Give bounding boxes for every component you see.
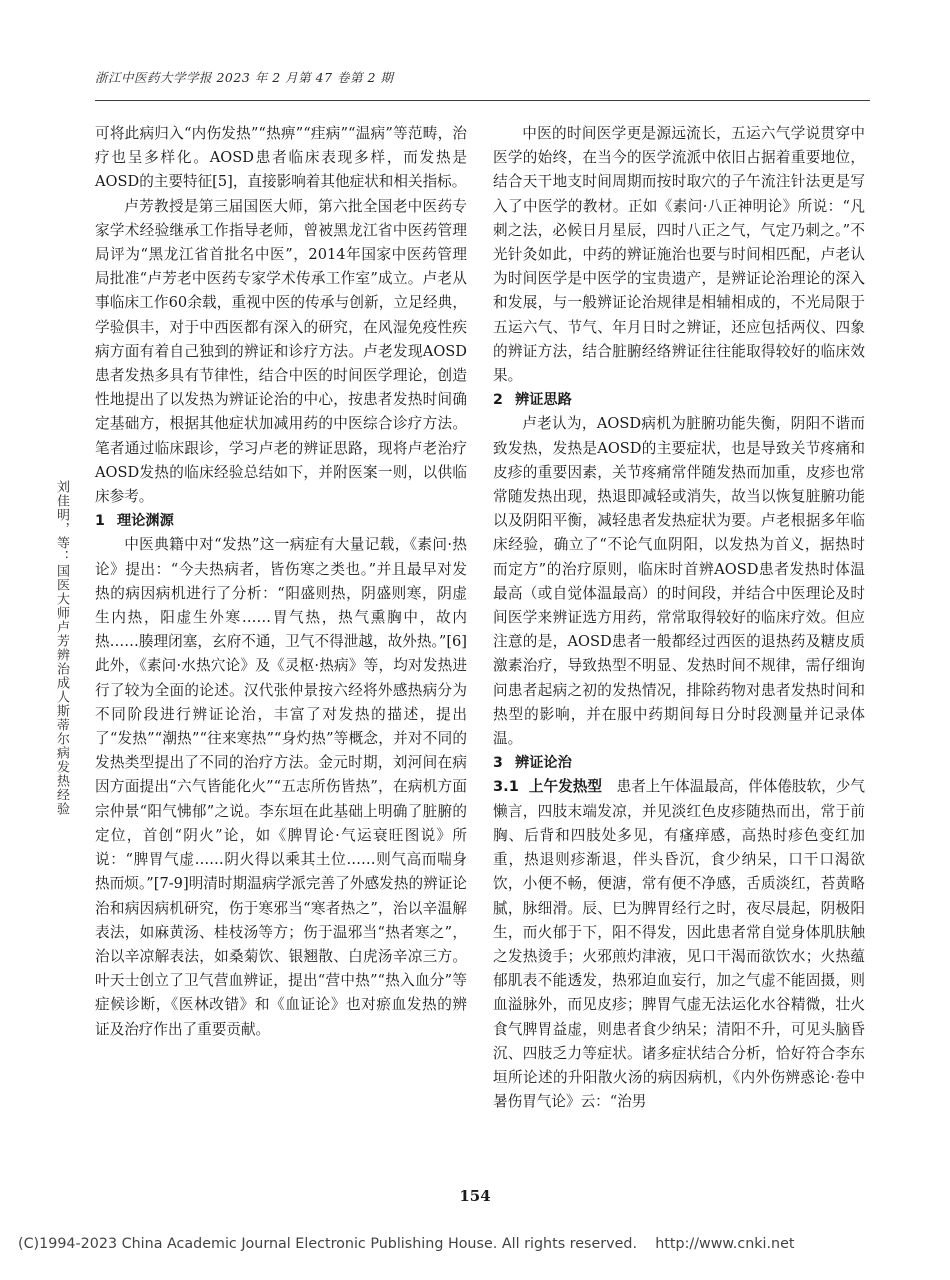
section-number: 1 bbox=[95, 513, 105, 530]
left-column bbox=[95, 122, 467, 1042]
header-divider bbox=[95, 100, 870, 101]
section-heading bbox=[493, 388, 865, 412]
subsection-paragraph bbox=[493, 775, 865, 1114]
paragraph: 中医的时间医学更是源远流长，五运六气学说贯穿中医学的始终，在当今的医学流派中依旧占据着重要地位，结合天干地支时间周期而按时取穴的子午流注针法更是写入了中医学的教材。正如《素问·八正神明论》所说：“凡刺之法，必候日月星辰，四时八正之气，气定乃刺之。”不光针灸如此，中药的辨证施治也要与时间相匹配，卢老认为时间医学是中医学的宝贵遗产，是辨证论治理论的深入和发展，与一般辨证论治规律是相辅相成的，不光局限于五运六气、节气、年月日时之辨证，还应包括两仪、四象的辨证方法，结合脏腑经络辨证往往能取得较好的临床效果。 bbox=[493, 125, 865, 385]
section-title: 理论渊源 bbox=[117, 513, 174, 530]
paragraph: 可将此病归入“内伤发热”“热痹”“疰病”“温病”等范畴，治疗也呈多样化。AOSD患者临床表现多样，而发热是AOSD的主要特征[5]，直接影响着其他症状和相关指标。 bbox=[95, 125, 467, 191]
page-number: 154 bbox=[459, 1187, 491, 1205]
section-heading bbox=[95, 509, 467, 533]
paragraph: 中医典籍中对“发热”这一病症有大量记载，《素问·热论》提出：“今夫热病者，皆伤寒之类也。”并且最早对发热的病因病机进行了分析：“阳盛则热，阴盛则寒，阴虚生内热，阳虚生外寒……胃气热，热气熏胸中，故内热……腠理闭塞，玄府不通，卫气不得泄越，故外热。”[6]此外，《素问·水热穴论》及《灵枢·热病》等，均对发热进行了较为全面的论述。汉代张仲景按六经将外感热病分为不同阶段进行辨证论治，丰富了对发热的描述，提出了“发热”“潮热”“往来寒热”“身灼热”等概念，并对不同的发热类型提出了不同的治疗方法。金元时期，刘河间在病因方面提出“六气皆能化火”“五志所伤皆热”，在病机方面宗仲景“阳气怫郁”之说。李东垣在此基础上明确了脏腑的定位，首创“阴火”论，如《脾胃论·气运衰旺图说》所说：“脾胃气虚……阴火得以乘其土位……则气高而喘身热而烦。”[7-9]明清时期温病学派完善了外感发热的辨证论治和病因病机研究，伤于寒邪当“寒者热之”，治以辛温解表法，如麻黄汤、桂枝汤等方；伤于温邪当“热者寒之”，治以辛凉解表法，如桑菊饮、银翘散、白虎汤辛凉三方。叶天士创立了卫气营血辨证，提出“营中热”“热入血分”等症候诊断，《医林改错》和《血证论》也对瘀血发热的辨证及治疗作出了重要贡献。 bbox=[95, 536, 467, 1038]
copyright-footer: (C)1994-2023 China Academic Journal Electronic Publishing House. All rights reserved. http://www.cnki.net bbox=[18, 1236, 795, 1252]
side-running-head: 刘佳明，等：国医大师卢芳辨治成人斯蒂尔病发热经验 bbox=[54, 480, 69, 816]
section-heading bbox=[493, 751, 865, 775]
journal-running-header: 浙江中医药大学学报 2023 年 2 月第 47 卷第 2 期 bbox=[95, 70, 394, 85]
paragraph: 卢老认为，AOSD病机为脏腑功能失衡，阴阳不谐而致发热，发热是AOSD的主要症状，也是导致关节疼痛和皮疹的重要因素，关节疼痛常伴随发热而加重，皮疹也常常随发热出现，热退即减轻或消失，故当以恢复脏腑功能以及阴阳平衡，减轻患者发热症状为要。卢老根据多年临床经验，确立了“不论气血阴阳，以发热为首义，据热时而定方”的治疗原则，临床时首辨AOSD患者发热时体温最高（或自觉体温最高）的时间段，并结合中医理论及时间医学来辨证选方用药，常常取得较好的临床疗效。但应注意的是，AOSD患者一般都经过西医的退热药及糖皮质激素治疗，导致热型不明显、发热时间不规律，需仔细询问患者起病之初的发热情况，排除药物对患者发热时间和热型的影响，并在服中药期间每日分时段测量并记录体温。 bbox=[493, 415, 865, 748]
section-number: 3 bbox=[493, 755, 503, 772]
subsection-text: 患者上午体温最高，伴体倦肢软，少气懒言，四肢末端发凉，并见淡红色皮疹随热而出，常于前胸、后背和四肢处多见，有瘙痒感，高热时疹色变红加重，热退则疹渐退，伴头昏沉，食少纳呆，口干口渴欲饮，小便不畅，便溏，常有便不净感，舌质淡红，苔黄略腻，脉细滑。辰、巳为脾胃经行之时，夜尽晨起，阴极阳生，而火郁于下，阳不得发，因此患者常自觉身体肌肤触之发热烫手；火邪煎灼津液，见口干渴而欲饮水；火热蕴郁肌表不能透发，热邪迫血妄行，加之气虚不能固摄，则血溢脉外，而见皮疹；脾胃气虚无法运化水谷精微，壮火食气脾胃益虚，则患者食少纳呆；清阳不升，可见头脑昏沉、四肢乏力等症状。诸多症状结合分析，恰好符合李东垣所论述的升阳散火汤的病因病机，《内外伤辨惑论·卷中暑伤胃气论》云：“治男 bbox=[493, 778, 865, 1111]
subsection-number: 3.1 bbox=[493, 778, 519, 796]
section-title: 辨证论治 bbox=[515, 755, 572, 772]
paragraph: 卢芳教授是第三届国医大师，第六批全国老中医药专家学术经验继承工作指导老师，曾被黑龙江省中医药管理局评为“黑龙江省首批名中医”，2014年国家中医药管理局批准“卢芳老中医药专家学术传承工作室”成立。卢老从事临床工作60余载，重视中医的传承与创新，立足经典，学验俱丰，对于中西医都有深入的研究，在风湿免疫性疾病方面有着自己独到的辨证和诊疗方法。卢老发现AOSD患者发热多具有节律性，结合中医的时间医学理论，创造性地提出了以发热为辨证论治的中心，按患者发热时间确定基础方，根据其他症状加减用药的中医综合诊疗方法。笔者通过临床跟诊，学习卢老的辨证思路，现将卢老治疗AOSD发热的临床经验总结如下，并附医案一则，以供临床参考。 bbox=[95, 197, 467, 506]
subsection-title: 上午发热型 bbox=[528, 778, 602, 796]
right-column bbox=[493, 122, 865, 1114]
section-title: 辨证思路 bbox=[515, 392, 572, 409]
section-number: 2 bbox=[493, 392, 503, 409]
